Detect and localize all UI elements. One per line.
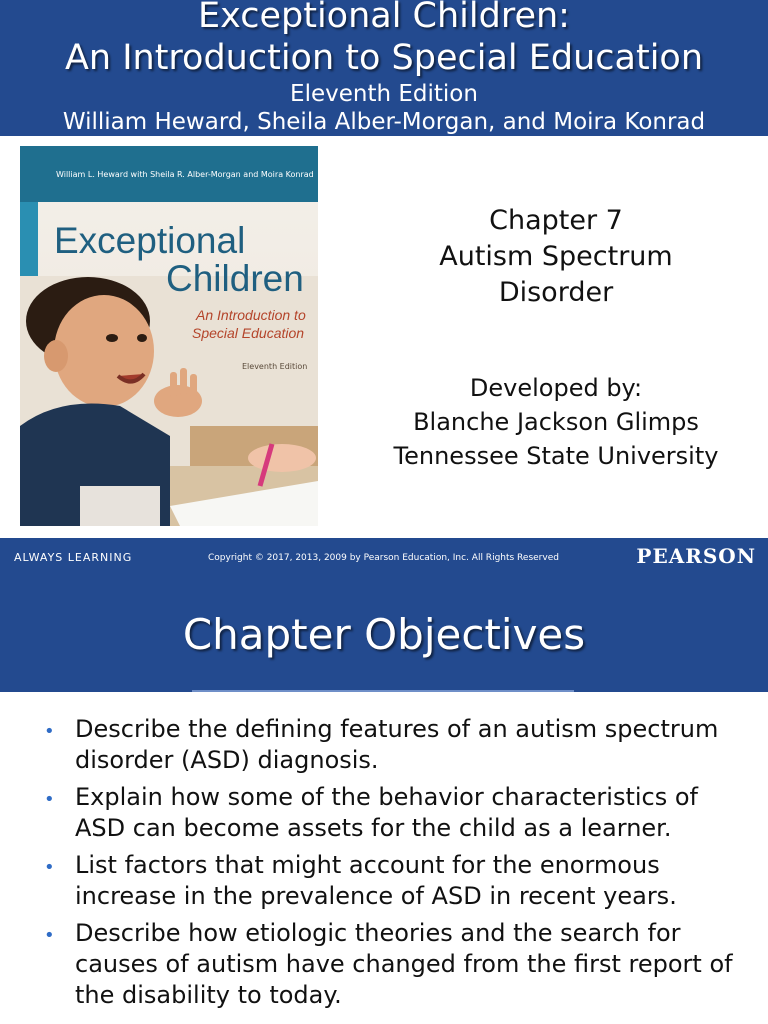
objectives-list — [0, 714, 768, 1017]
bullet-icon: • — [44, 721, 55, 742]
cover-subtitle-line1: An Introduction to — [196, 307, 306, 323]
chapter-title-line2: Disorder — [498, 277, 614, 308]
objectives-title: Chapter Objectives — [182, 610, 586, 659]
list-item — [0, 714, 768, 776]
cover-title-line2: Children — [166, 258, 304, 299]
authors-label: William Heward, Sheila Alber-Morgan, and Moira Konrad — [62, 109, 706, 135]
footer-tagline: ALWAYS LEARNING — [14, 551, 133, 564]
cover-authors: William L. Heward with Sheila R. Alber-Morgan and Moira Konrad — [56, 170, 314, 179]
bullet-icon: • — [44, 857, 55, 878]
objective-text: List factors that might account for the enormous increase in the prevalence of ASD in recent years. — [75, 851, 677, 910]
objectives-header — [0, 576, 768, 692]
cover-subtitle-line2: Special Education — [192, 325, 305, 341]
cover-author-band — [20, 146, 318, 202]
objective-text: Explain how some of the behavior characteristics of ASD can become assets for the child as a learner. — [75, 783, 698, 842]
slide-footer — [0, 538, 768, 576]
book-title-line2: An Introduction to Special Education — [64, 38, 704, 78]
edition-label: Eleventh Edition — [290, 81, 478, 107]
footer-copyright: Copyright © 2017, 2013, 2009 by Pearson Education, Inc. All Rights Reserved — [208, 553, 559, 563]
list-item — [0, 782, 768, 844]
chapter-number: Chapter 7 — [489, 205, 623, 236]
bullet-icon: • — [44, 789, 55, 810]
objective-text: Describe the defining features of an autism spectrum disorder (ASD) diagnosis. — [75, 715, 719, 774]
header-divider — [192, 690, 574, 692]
chapter-title-line1: Autism Spectrum — [439, 241, 673, 272]
bullet-icon: • — [44, 925, 55, 946]
pearson-logo: PEARSON — [636, 544, 756, 568]
objectives-slide — [0, 576, 768, 1024]
title-header — [0, 0, 768, 136]
developer-name: Blanche Jackson Glimps — [413, 408, 699, 436]
book-cover-image — [20, 146, 318, 526]
developed-by-label: Developed by: — [469, 374, 643, 402]
university-name: Tennessee State University — [393, 442, 719, 470]
cover-title-line1: Exceptional — [54, 220, 246, 261]
list-item — [0, 850, 768, 912]
book-title-line1: Exceptional Children: — [198, 0, 570, 36]
cover-edition: Eleventh Edition — [242, 362, 308, 371]
objective-text: Describe how etiologic theories and the search for causes of autism have changed from the first report of the disability to today. — [75, 919, 733, 1009]
list-item — [0, 918, 768, 1011]
